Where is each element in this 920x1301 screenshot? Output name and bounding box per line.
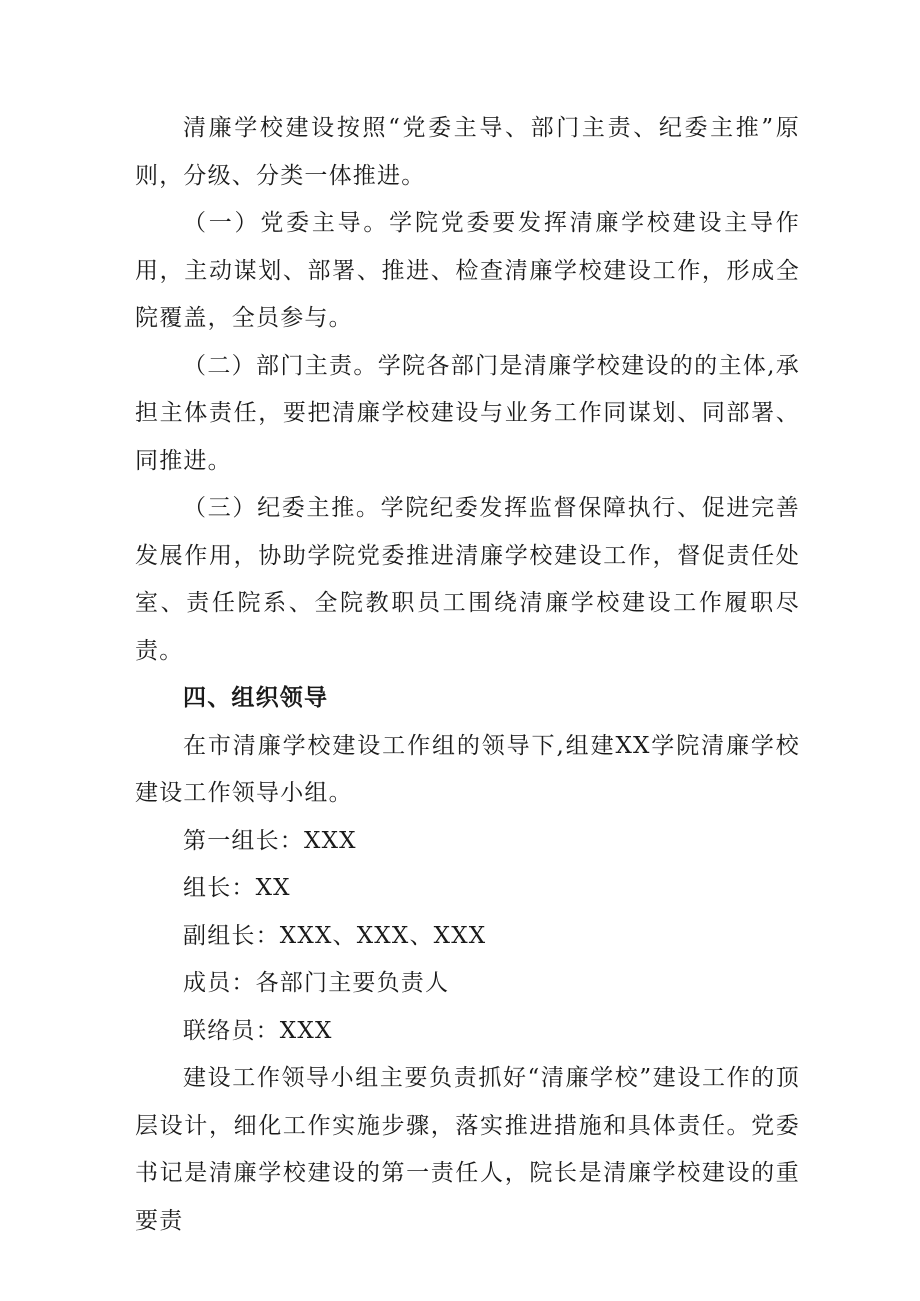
paragraph-group-duties: 建设工作领导小组主要负责抓好“清廉学校”建设工作的顶层设计，细化工作实施步骤，落实推进措施和具体责任。党委书记是清廉学校建设的第一责任人，院长是清廉学校建设的重要责 [135,1065,800,1234]
section-heading-organization: 四、组织领导 [183,685,329,711]
paragraph-discipline-committee: （三）纪委主推。学院纪委发挥监督保障执行、促进完善发展作用，协助学院党委推进清廉学校建设工作，督促责任处室、责任院系、全院教职员工围绕清廉学校建设工作履职尽责。 [135,495,800,664]
paragraph-principle: 清廉学校建设按照“党委主导、部门主责、纪委主推”原则，分级、分类一体推进。 [135,115,800,189]
member-leader: 组长：XX [183,875,291,901]
paragraph-group-intro: 在市清廉学校建设工作组的领导下,组建XX学院清廉学校建设工作领导小组。 [135,732,800,806]
member-deputy-leaders: 副组长：XXX、XXX、XXX [183,922,487,949]
member-first-leader: 第一组长：XXX [183,827,357,854]
paragraph-department-responsibility: （二）部门主责。学院各部门是清廉学校建设的的主体,承担主体责任，要把清廉学校建设与业务工作同谋划、同部署、同推进。 [135,352,800,474]
member-members: 成员：各部门主要负责人 [183,970,450,996]
member-liaison: 联络员：XXX [183,1017,333,1044]
document-body [135,105,800,1245]
paragraph-party-committee-lead: （一）党委主导。学院党委要发挥清廉学校建设主导作用，主动谋划、部署、推进、检查清廉学校建设工作，形成全院覆盖，全员参与。 [135,210,800,331]
